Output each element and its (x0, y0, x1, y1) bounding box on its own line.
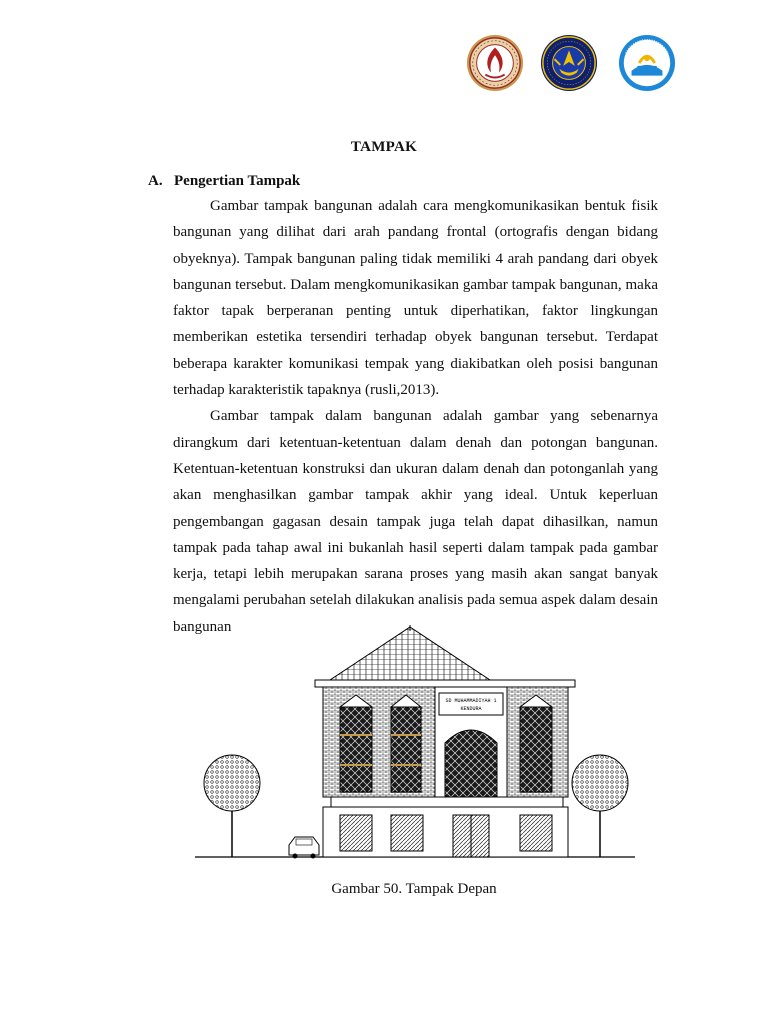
section-number: A. (148, 173, 163, 189)
building-sign-line-2: KENDURA (460, 706, 482, 712)
universitas-negeri-yogyakarta-logo (540, 34, 598, 92)
building-sign-line-1: SD MUHAMMADIYAH 1 (445, 698, 497, 704)
header-logos (462, 34, 692, 96)
figure-caption: Gambar 50. Tampak Depan (331, 881, 497, 897)
tut-wuri-handayani-logo (618, 34, 676, 92)
elevation-drawing (195, 625, 635, 865)
section-title: Pengertian Tampak (174, 173, 301, 189)
body-text (173, 193, 658, 640)
paragraph-1: Gambar tampak bangunan adalah cara mengkomunikasikan bentuk fisik bangunan yang dilihat dari arah pandang frontal (ortografis dengan bidang obyeknya). Tampak bangunan paling tidak memiliki 4 arah pandang dari obyek bangunan tersebut. Dalam mengkomunikasikan gambar tampak bangunan, maka faktor tapak berperanan penting untuk diperhatikan, faktor lingkungan memberikan estetika tersendiri terhadap obyek bangunan tersebut. Terdapat beberapa karakter komunikasi tempak yang diakibatkan oleh posisi bangunan terhadap karakteristik tapaknya (rusli,2013). (173, 198, 658, 399)
paragraph-2: Gambar tampak dalam bangunan adalah gambar yang sebenarnya dirangkum dari ketentuan-ketentuan dalam denah dan potongan bangunan. Ketentuan-ketentuan konstruksi dan ukuran dalam denah dan potonganlah yang akan menghasilkan gambar tampak akhir yang ideal. Untuk keperluan pengembangan gagasan desain tampak juga telah dapat dihasilkan, namun tampak pada tahap awal ini bukanlah hasil seperti dalam tampak pada gambar kerja, tetapi lebih merupakan sarana proses yang masih akan sangat banyak mengalami perubahan setelah dilakukan analisis pada semua aspek dalam desain bangunan (173, 408, 658, 635)
section-heading (148, 173, 300, 190)
muhammadiyah-logo (466, 34, 524, 92)
page-title: TAMPAK (350, 139, 418, 155)
